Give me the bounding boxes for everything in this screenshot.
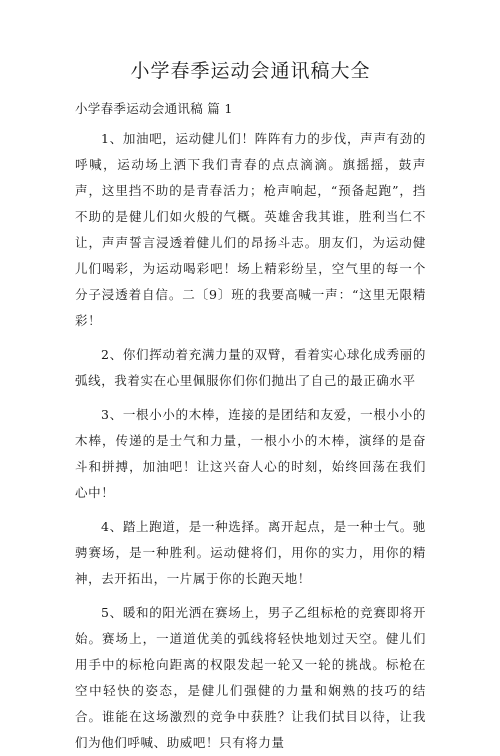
paragraph-1: 1、加油吧，运动健儿们！阵阵有力的步伐，声声有劲的呼喊，运动场上洒下我们青春的点点滴滴。旗摇摇，鼓声声，这里挡不助的是青春活力；枪声响起，“预备起跑”，挡不助的是健儿们如火般的气概。英雄舍我其谁，胜利当仁不让，声声誓言浸透着健儿们的昂扬斗志。朋友们，为运动健儿们喝彩，为运动喝彩吧！场上精彩纷呈，空气里的每一个分子浸透着自信。二〔9〕班的我要高喊一声：“这里无限精彩！ xyxy=(75,131,426,328)
paragraph-3: 3、一根小小的木棒，连接的是团结和友爱，一根小小的木棒，传递的是士气和力量，一根小小的木棒，演绎的是奋斗和拼搏，加油吧！让这兴奋人心的时刻，始终回荡在我们心中！ xyxy=(75,407,426,500)
paragraph-5: 5、暖和的阳光洒在赛场上，男子乙组标枪的竞赛即将开始。赛场上，一道道优美的弧线将轻快地划过天空。健儿们用手中的标枪向距离的权限发起一轮又一轮的挑战。标枪在空中轻快的姿态，是健儿们强健的力量和娴熟的技巧的结合。谁能在这场激烈的竞争中获胜？让我们拭目以待，让我们为他们呼喊、助威吧！只有将力量 xyxy=(75,605,426,750)
paragraph-2: 2、你们挥动着充满力量的双臂，看着实心球化成秀丽的弧线，我着实在心里佩服你们你们抛出了自己的最正确水平 xyxy=(75,347,426,388)
paragraph-4: 4、踏上跑道，是一种选择。离开起点，是一种士气。驰骋赛场，是一种胜利。运动健将们，用你的实力，用你的精神，去开拓出，一片属于你的长跑天地！ xyxy=(75,519,426,586)
section-heading: 小学春季运动会通讯稿 篇 1 xyxy=(75,101,233,116)
document-title: 小学春季运动会通讯稿大全 xyxy=(130,60,371,82)
